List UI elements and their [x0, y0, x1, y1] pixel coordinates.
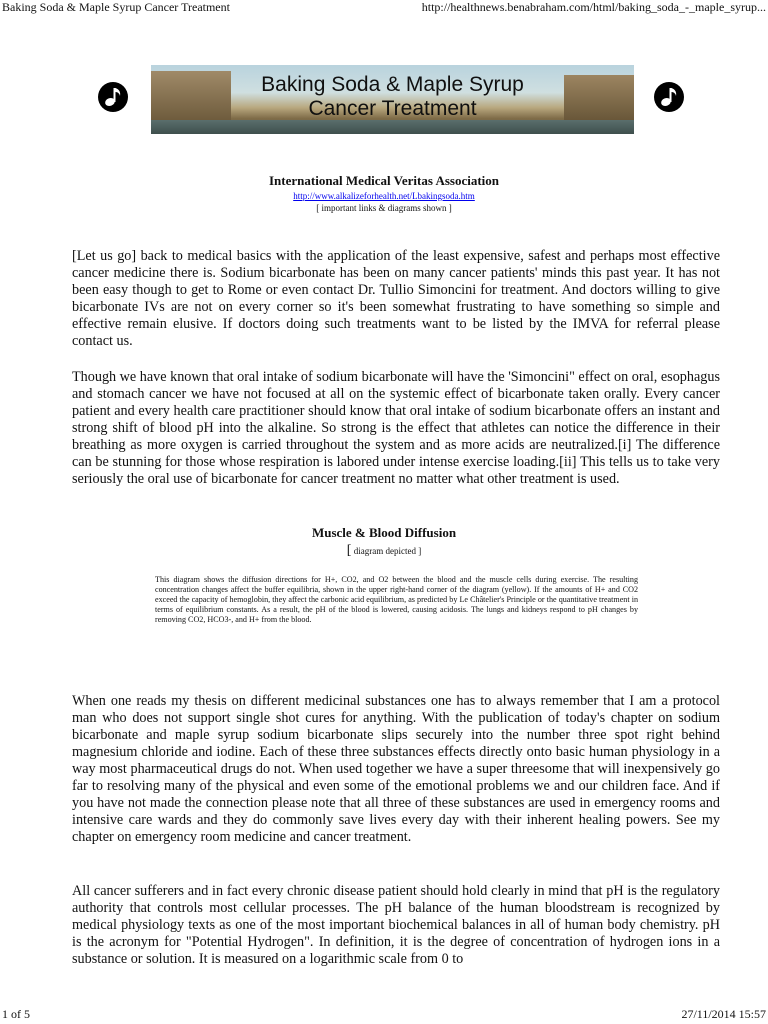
music-note-icon[interactable]: [97, 81, 129, 113]
page-url: http://healthnews.benabraham.com/html/baking_soda_-_maple_syrup...: [421, 0, 766, 14]
banner-image: [151, 65, 634, 134]
print-timestamp: 27/11/2014 15:57: [681, 1007, 766, 1021]
org-link[interactable]: http://www.alkalizeforhealth.net/Lbakingsoda.htm: [293, 191, 475, 201]
section-note: [0, 543, 768, 559]
banner-title: [151, 73, 634, 121]
paragraph: Though we have known that oral intake of sodium bicarbonate will have the 'Simoncini" effect on oral, esophagus and stomach cancer we have not focused at all on the systemic effect of bicarbonate taken orally. Every cancer patient and every health care practitioner should know that oral intake of sodium bicarbonate offers an instant and strong shift of blood pH into the alkaline. So strong is the effect that athletes can notice the difference in their breathing as more oxygen is carried throughout the system and as more acids are neutralized.[i] The difference can be stunning for those whose respiration is labored under intense exercise loading.[ii] This tells us to take very seriously the oral use of bicarbonate for cancer treatment no matter what other treatment is used.: [72, 369, 720, 487]
paragraph: When one reads my thesis on different medicinal substances one has to always remember that I am a protocol man who does not support single shot cures for anything. With the publication of today's chapter on sodium bicarbonate and maple syrup sodium bicarbonate slips securely into the number three spot right behind magnesium chloride and iodine. Each of these three substances effects directly onto basic human physiology in a way most pharmaceutical drugs do not. When used together we have a super threesome that will inexpensively go far to resolving many of the physical and even some of the emotional problems we and our children face. And if you have not made the connection please note that all three of these substances are used in emergency rooms and intensive care wards and they do commonly save lives every day with their inherent healing powers. See my chapter on emergency room medicine and cancer treatment.: [72, 693, 720, 845]
page-number: 1 of 5: [2, 1007, 30, 1021]
org-note: [ important links & diagrams shown ]: [316, 203, 452, 213]
section-bracket: [: [346, 543, 352, 558]
banner-line-2: Cancer Treatment: [308, 97, 477, 120]
org-name: International Medical Veritas Association: [268, 173, 500, 188]
section-title: Muscle & Blood Diffusion: [311, 525, 457, 540]
section-note-text: diagram depicted ]: [353, 546, 422, 556]
banner-line-1: Baking Soda & Maple Syrup: [261, 73, 524, 96]
diagram-caption: This diagram shows the diffusion directions for H+, CO2, and O2 between the blood and the muscle cells during exercise. The resulting concentration changes affect the buffer equilibria, shown in the upper right-hand corner of the diagram (yellow). If the amounts of H+ and CO2 exceed the capacity of hemoglobin, they affect the carbonic acid equilibrium, as predicted by Le Châtelier's Principle or the quantitative treatment in terms of equilibrium constants. As a result, the pH of the blood is lowered, causing acidosis. The lungs and kidneys respond to pH changes by removing CO2, HCO3-, and H+ from the blood.: [155, 575, 638, 624]
paragraph: All cancer sufferers and in fact every chronic disease patient should hold clearly in mind that pH is the regulatory authority that controls most cellular processes. The pH balance of the human bloodstream is recognized by medical physiology texts as one of the most important biochemical balances in all of human body chemistry. pH is the acronym for "Potential Hydrogen". In definition, it is the degree of concentration of hydrogen ions in a substance or solution. It is measured on a logarithmic scale from 0 to: [72, 883, 720, 967]
paragraph: [Let us go] back to medical basics with the application of the least expensive, safest and perhaps most effective cancer medicine there is. Sodium bicarbonate has been on many cancer patients' minds this past year. It has not been easy though to get to Rome or even contact Dr. Tullio Simoncini for treatment. And doctors willing to give bicarbonate IVs are not on every corner so it's been somewhat frustrating to have something so simple and effective remain elusive. If doctors doing such treatments want to be listed by the IMVA for referral please contact us.: [72, 248, 720, 349]
music-note-icon[interactable]: [653, 81, 685, 113]
doc-title: Baking Soda & Maple Syrup Cancer Treatment: [2, 0, 230, 14]
